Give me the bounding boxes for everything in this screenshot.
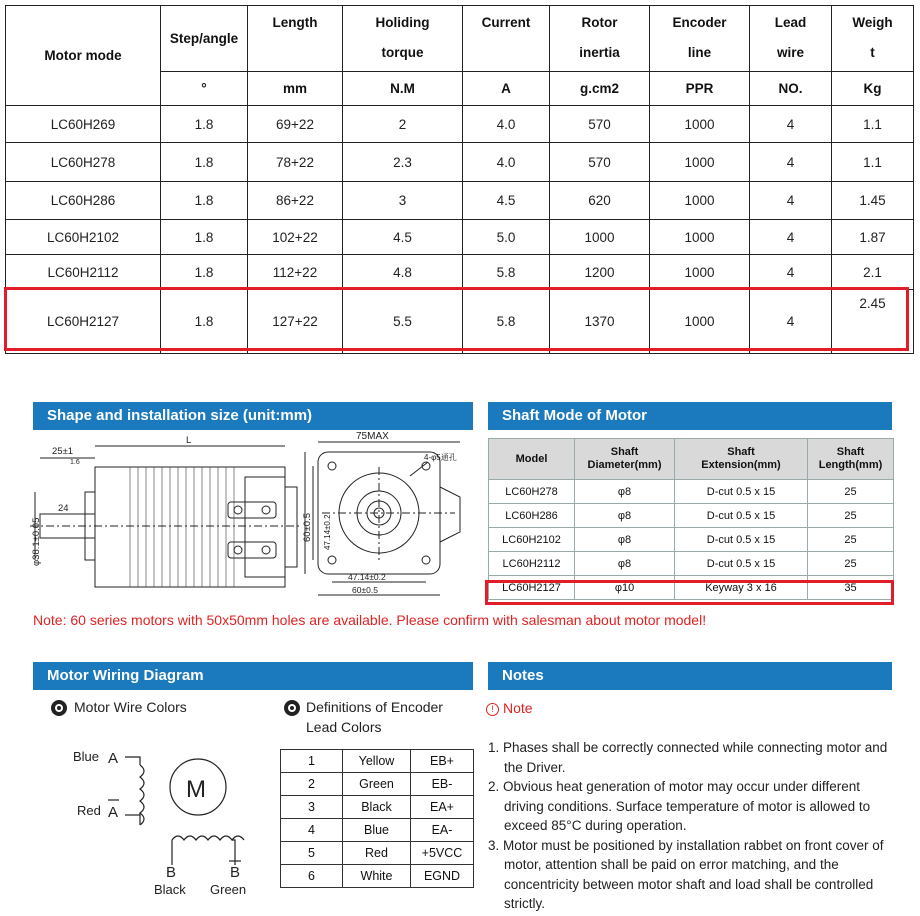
spec-unit: PPR [650,72,750,106]
spec-cell: 69+22 [248,106,343,143]
spec-header-inertia-l1: Rotor [581,15,618,30]
spec-header-torque-l2: torque [381,45,424,60]
spec-cell: 570 [550,143,650,182]
label-a: A [108,750,119,767]
dim-25: 25±1 [52,446,74,457]
spec-cell: 1370 [550,290,650,354]
spec-cell: LC60H269 [6,106,161,143]
spec-cell: LC60H2112 [6,255,161,290]
spec-cell: 2.45 [832,290,914,354]
shaft-header-length-l2: Length(mm) [818,459,883,471]
spec-cell: 570 [550,106,650,143]
encoder-row [281,773,474,796]
spec-cell: 1000 [650,290,750,354]
spec-row [6,220,914,255]
spec-cell: 1.87 [832,220,914,255]
spec-cell: 5.8 [463,255,550,290]
spec-cell: 1.8 [161,143,248,182]
spec-header-step: Step/angle [161,6,248,72]
spec-unit: g.cm2 [550,72,650,106]
encoder-cell: 3 [281,796,343,819]
shaft-cell: D-cut 0.5 x 15 [675,528,808,552]
shape-section-title: Shape and installation size (unit:mm) [33,402,473,430]
label-red: Red [77,803,101,818]
bullet-circle-icon [51,700,67,716]
shaft-cell: LC60H2112 [489,552,575,576]
spec-header-weight-l1: Weigh [852,15,893,30]
encoder-cell: EGND [411,865,474,888]
shaft-header-extension-l1: Shaft [727,446,755,458]
shaft-cell: LC60H2127 [489,576,575,600]
motor-dimension-drawing [30,432,480,607]
spec-unit: mm [248,72,343,106]
shaft-cell: 25 [808,552,894,576]
encoder-title-line2: Lead Colors [306,719,382,735]
info-icon: ! [486,703,499,716]
spec-cell: 4.0 [463,143,550,182]
spec-cell: LC60H2102 [6,220,161,255]
spec-cell: 1000 [650,220,750,255]
encoder-cell: 5 [281,842,343,865]
dim-1.6: 1.6 [70,459,80,466]
spec-cell: 5.0 [463,220,550,255]
spec-row [6,143,914,182]
note-item: 3. Motor must be positioned by installation rabbet on front cover of motor, attention shall be paid on error matching, and the concentricity between motor shaft and load shall be controlled strictly. [488,837,884,911]
spec-cell: 1.8 [161,220,248,255]
label-b-bar: B [230,864,241,881]
shaft-row [489,552,894,576]
spec-cell: 1000 [650,182,750,220]
motor-symbol-m: M [186,776,206,803]
spec-cell: 1.45 [832,182,914,220]
bullet-circle-icon [284,700,300,716]
shaft-cell: φ8 [575,528,675,552]
shaft-header-diameter [575,439,675,480]
encoder-cell: EB+ [411,750,474,773]
dim-75max: 75MAX [356,432,389,442]
shaft-cell: φ8 [575,504,675,528]
spec-cell: 4 [750,220,832,255]
spec-cell: 1.1 [832,106,914,143]
encoder-cell: Green [343,773,411,796]
note-item: 2. Obvious heat generation of motor may occur under different driving conditions. Surface temperature of motor is allowed to exceed 85°C during operation. [488,779,871,833]
encoder-row [281,842,474,865]
spec-header-inertia-l2: inertia [579,45,620,60]
shaft-cell: φ8 [575,552,675,576]
spec-cell: 127+22 [248,290,343,354]
spec-cell: 86+22 [248,182,343,220]
spec-row [6,255,914,290]
dim-60v: 60±0.5 [302,513,313,542]
encoder-cell: EA- [411,819,474,842]
spec-header-current: Current [463,6,550,72]
note-label-row [486,700,533,716]
shaft-cell: D-cut 0.5 x 15 [675,504,808,528]
spec-header-lead-l1: Lead [774,15,807,30]
shaft-header-diameter-l1: Shaft [610,446,639,458]
shaft-cell: 25 [808,480,894,504]
spec-cell: LC60H2127 [6,290,161,354]
spec-cell: LC60H286 [6,182,161,220]
spec-cell: 4 [750,290,832,354]
encoder-row [281,796,474,819]
encoder-row [281,750,474,773]
spec-header-row [6,6,914,72]
spec-unit: Kg [832,72,914,106]
spec-cell: 4 [750,143,832,182]
spec-cell: 4.5 [463,182,550,220]
spec-cell: 1200 [550,255,650,290]
note-label: Note [503,700,533,716]
highlight-frame-shaft-row [485,580,894,605]
spec-cell: 4 [750,255,832,290]
shaft-header-model: Model [489,439,575,480]
label-b: B [166,864,177,881]
shaft-header-row [489,439,894,480]
spec-cell: 78+22 [248,143,343,182]
encoder-cell: Blue [343,819,411,842]
encoder-cell: 6 [281,865,343,888]
highlight-frame-spec-row [4,287,909,351]
shaft-row [489,528,894,552]
encoder-cell: 4 [281,819,343,842]
spec-cell: 1000 [650,143,750,182]
shaft-cell: φ8 [575,480,675,504]
spec-cell: 112+22 [248,255,343,290]
dim-L: L [186,435,192,446]
encoder-cell: Yellow [343,750,411,773]
spec-row [6,182,914,220]
motor-side-body [95,467,285,587]
encoder-cell: Red [343,842,411,865]
shaft-header-diameter-l2: Diameter(mm) [587,459,662,471]
spec-cell: 4.8 [343,255,463,290]
dim-holes: 4-φ5通孔 [424,453,457,462]
spec-cell: 5.8 [463,290,550,354]
spec-cell: 1000 [650,255,750,290]
spec-unit: A [463,72,550,106]
notes-section-title: Notes [488,662,892,690]
dim-47h: 47.14±0.2 [348,572,386,582]
shaft-cell: Keyway 3 x 16 [675,576,808,600]
dim-60h: 60±0.5 [352,585,378,595]
wire-colors-title: Motor Wire Colors [74,699,187,715]
spec-cell: 1000 [650,106,750,143]
shaft-header-length [808,439,894,480]
spec-header-lead-l2: wire [776,45,804,60]
note-item: 1. Phases shall be correctly connected while connecting motor and the Driver. [488,740,888,775]
shaft-cell: LC60H2102 [489,528,575,552]
spec-header-weight-l2: t [870,45,875,60]
encoder-cell: 1 [281,750,343,773]
label-a-bar: A [108,804,119,821]
shaft-cell: φ10 [575,576,675,600]
label-blue: Blue [73,749,100,764]
spec-cell: 3 [343,182,463,220]
encoder-lead-table [280,749,474,888]
encoder-cell: EB- [411,773,474,796]
spec-cell: 620 [550,182,650,220]
shaft-cell: LC60H278 [489,480,575,504]
spec-unit: NO. [750,72,832,106]
spec-cell: 1.8 [161,106,248,143]
spec-header-lead [750,6,832,72]
encoder-title-line1: Definitions of Encoder [306,699,443,715]
encoder-cell: Black [343,796,411,819]
shaft-row [489,504,894,528]
shaft-header-length-l1: Shaft [836,446,865,458]
shaft-cell: D-cut 0.5 x 15 [675,480,808,504]
notes-list [488,738,898,914]
spec-header-encoder [650,6,750,72]
spec-header-torque-l1: Holiding [375,15,430,30]
spec-cell: LC60H278 [6,143,161,182]
encoder-table-body [281,750,474,888]
spec-cell: 5.5 [343,290,463,354]
wiring-diagram [60,745,260,905]
spec-cell: 2.1 [832,255,914,290]
encoder-cell: +5VCC [411,842,474,865]
label-black: Black [154,882,186,897]
spec-unit: ° [161,72,248,106]
spec-header-torque [343,6,463,72]
spec-cell: 2 [343,106,463,143]
shaft-row [489,480,894,504]
spec-cell: 4 [750,106,832,143]
spec-cell: 1.8 [161,255,248,290]
spec-cell: 102+22 [248,220,343,255]
spec-cell: 4 [750,182,832,220]
encoder-cell: 2 [281,773,343,796]
dim-47v: 47.14±0.2 [323,514,332,550]
spec-header-weight [832,6,914,72]
spec-cell: 4.0 [463,106,550,143]
wiring-section-title: Motor Wiring Diagram [33,662,473,690]
spec-cell: 1.8 [161,290,248,354]
shaft-section-title: Shaft Mode of Motor [488,402,892,430]
shaft-table [488,438,894,600]
spec-header-motor-mode: Motor mode [6,6,161,106]
shaft-cell: 25 [808,528,894,552]
spec-cell: 1000 [550,220,650,255]
encoder-row [281,865,474,888]
shaft-cell: 25 [808,504,894,528]
spec-row [6,106,914,143]
dim-24: 24 [58,503,69,514]
shaft-header-extension-l2: Extension(mm) [701,459,781,471]
spec-cell: 1.1 [832,143,914,182]
spec-cell: 2.3 [343,143,463,182]
spec-header-encoder-l2: line [687,45,712,60]
encoder-row [281,819,474,842]
shaft-header-extension [675,439,808,480]
encoder-cell: White [343,865,411,888]
spec-unit: N.M [343,72,463,106]
spec-header-inertia [550,6,650,72]
availability-note: Note: 60 series motors with 50x50mm holes are available. Please confirm with salesman about motor model! [33,612,707,628]
encoder-cell: EA+ [411,796,474,819]
dim-phi38: φ38.1±0.05 [31,517,42,566]
spec-header-encoder-l1: Encoder [672,15,727,30]
label-green: Green [210,882,247,897]
spec-header-length: Length [248,6,343,72]
shaft-cell: D-cut 0.5 x 15 [675,552,808,576]
shaft-cell: 35 [808,576,894,600]
spec-cell: 4.5 [343,220,463,255]
shaft-cell: LC60H286 [489,504,575,528]
spec-cell: 1.8 [161,182,248,220]
